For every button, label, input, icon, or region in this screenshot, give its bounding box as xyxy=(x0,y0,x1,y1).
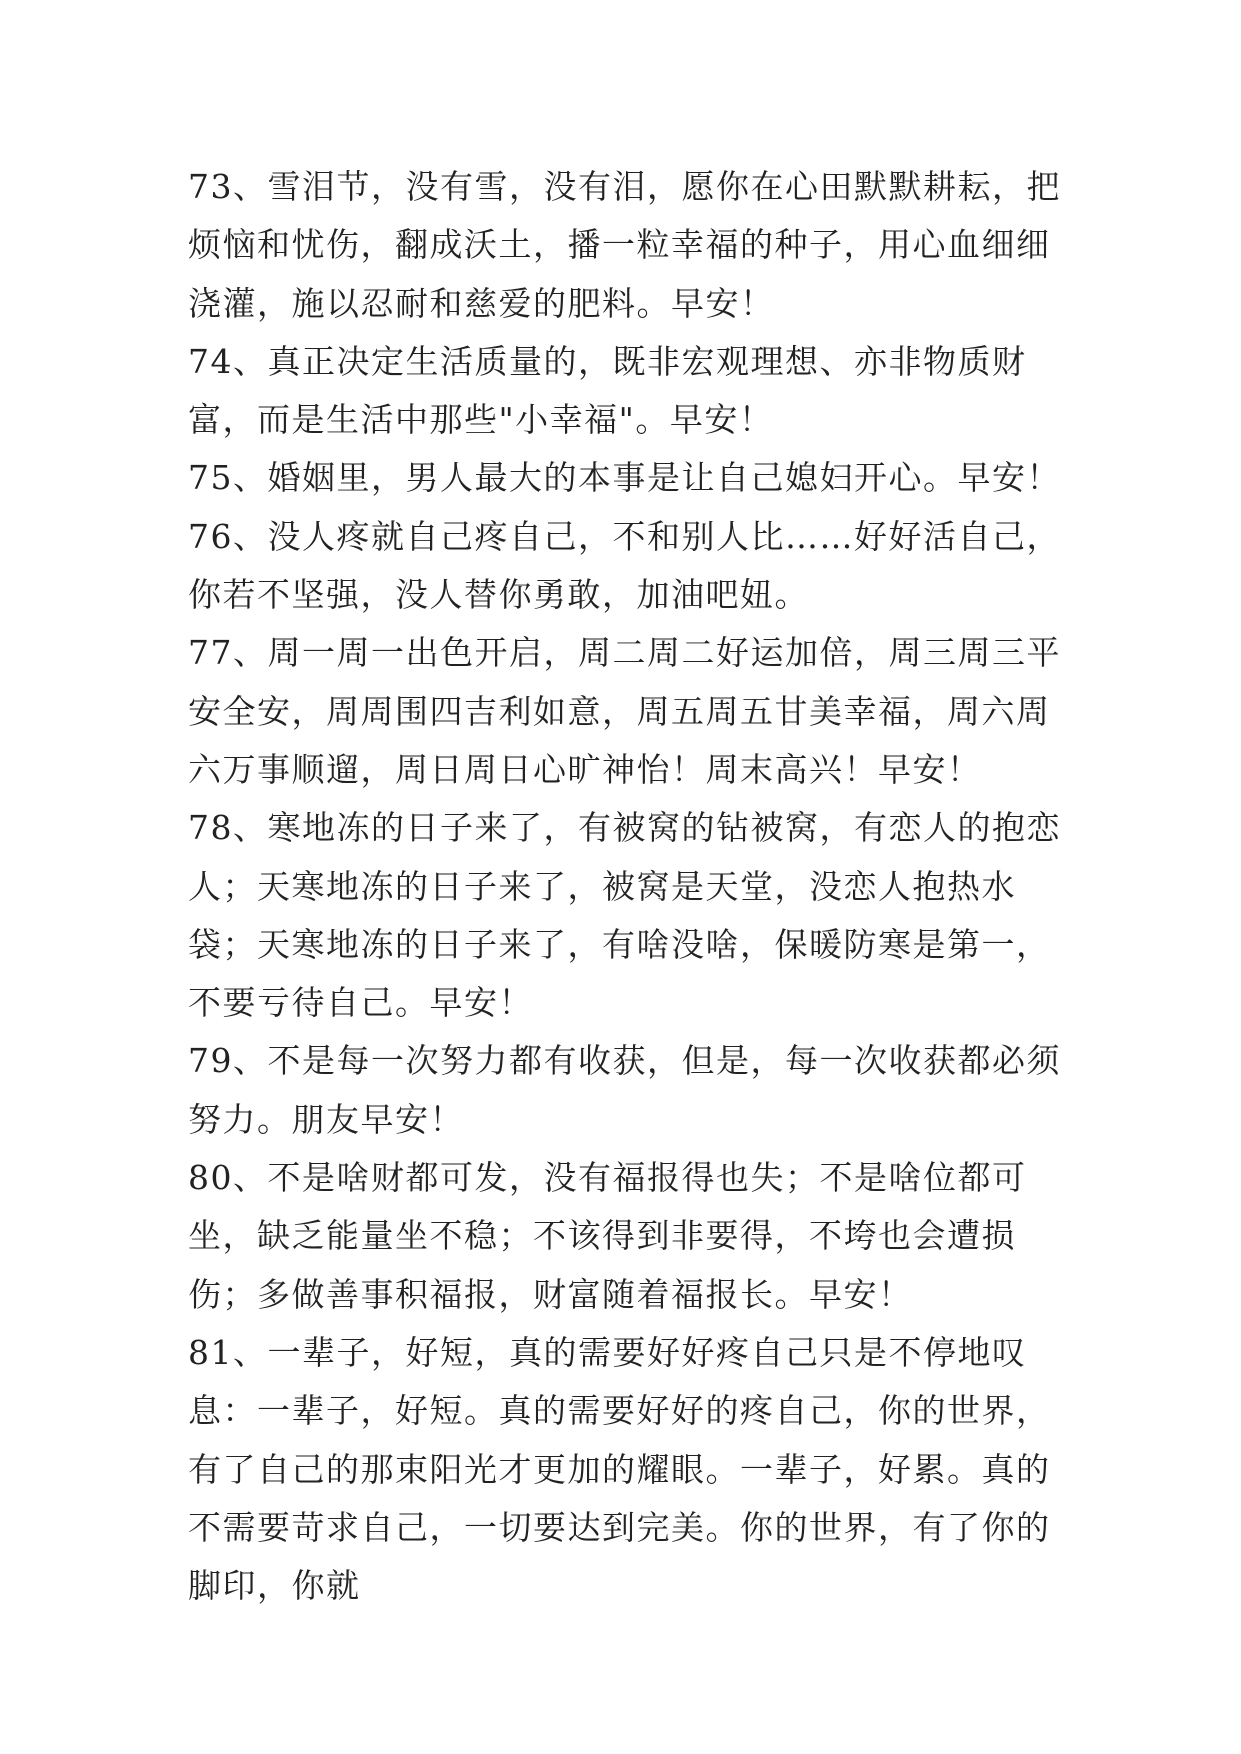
paragraph-73: 73、雪泪节，没有雪，没有泪，愿你在心田默默耕耘，把烦恼和忧伤，翻成沃土，播一粒幸福的种子，用心血细细浇灌，施以忍耐和慈爱的肥料。早安！ xyxy=(188,167,1061,323)
paragraph-81: 81、一辈子，好短，真的需要好好疼自己只是不停地叹息：一辈子，好短。真的需要好好的疼自己，你的世界，有了自己的那束阳光才更加的耀眼。一辈子，好累。真的不需要苛求自己，一切要达到完美。你的世界，有了你的脚印，你就 xyxy=(188,1332,1051,1606)
paragraph-74: 74、真正决定生活质量的，既非宏观理想、亦非物质财富，而是生活中那些"小幸福"。早安！ xyxy=(188,341,1027,440)
paragraph-78: 78、寒地冻的日子来了，有被窝的钻被窝，有恋人的抱恋人；天寒地冻的日子来了，被窝是天堂，没恋人抱热水袋；天寒地冻的日子来了，有啥没啥，保暖防寒是第一，不要亏待自己。早安！ xyxy=(188,808,1061,1023)
paragraph-77: 77、周一周一出色开启，周二周二好运加倍，周三周三平安全安，周周围四吉利如意，周五周五甘美幸福，周六周六万事顺遛，周日周日心旷神怡！周末高兴！早安！ xyxy=(188,633,1061,789)
paragraph-80: 80、不是啥财都可发，没有福报得也失；不是啥位都可坐，缺乏能量坐不稳；不该得到非要得，不垮也会遭损伤；多做善事积福报，财富随着福报长。早安！ xyxy=(188,1158,1027,1314)
paragraph-79: 79、不是每一次努力都有收获，但是，每一次收获都必须努力。朋友早安！ xyxy=(188,1041,1061,1139)
paragraph-76: 76、没人疼就自己疼自己，不和别人比……好好活自己，你若不坚强，没人替你勇敢，加油吧妞。 xyxy=(188,516,1061,615)
document-body xyxy=(188,158,1068,1615)
paragraph-75: 75、婚姻里，男人最大的本事是让自己媳妇开心。早安！ xyxy=(188,458,1061,498)
